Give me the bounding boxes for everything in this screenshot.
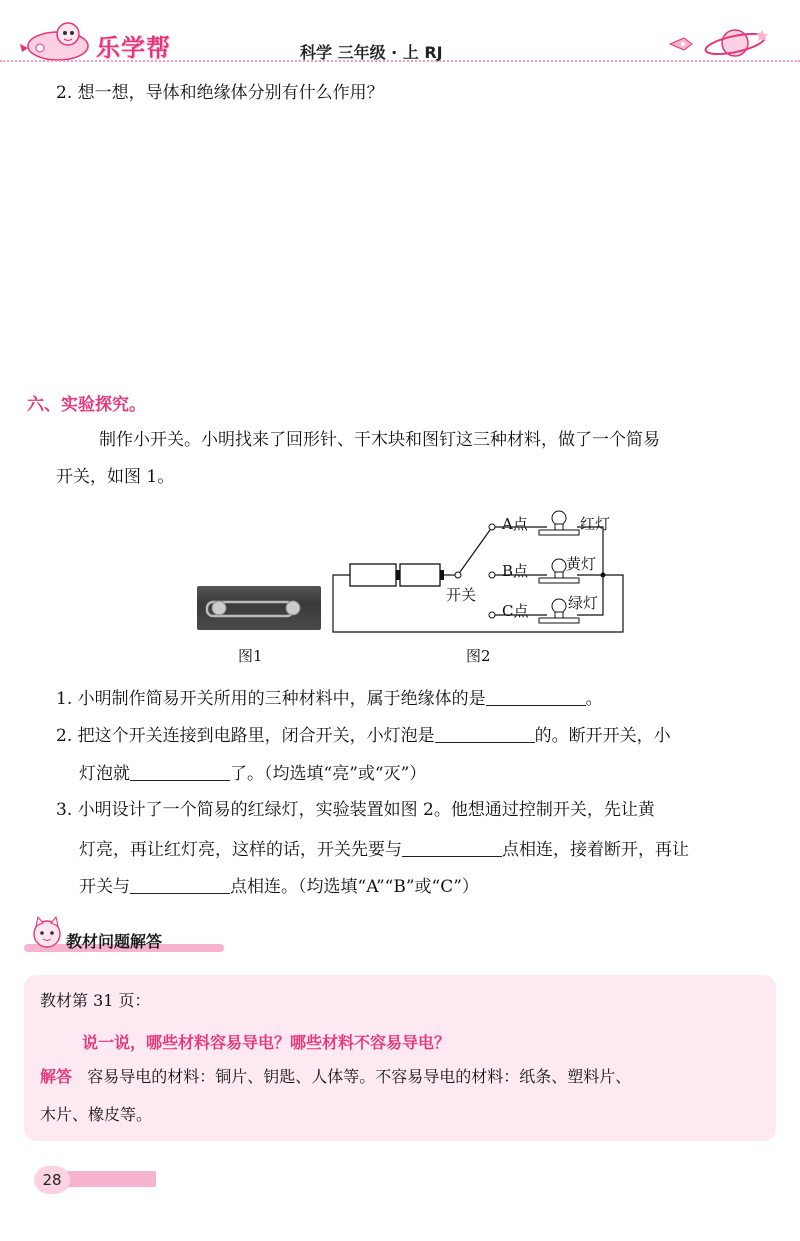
question-3-line-2-text: 灯亮，再让红灯亮，这样的话，开关先要与 xyxy=(79,840,402,860)
point-c xyxy=(489,612,495,618)
rocket-icon xyxy=(668,34,694,54)
section-heading: 六、实验探究。 xyxy=(27,395,146,415)
logo-text: 乐学帮 xyxy=(96,34,171,62)
switch-photo-detail xyxy=(197,586,321,630)
page-number-band xyxy=(56,1171,156,1187)
question-1-end: 。 xyxy=(585,689,603,709)
lamp-yellow-label: 黄灯 xyxy=(566,555,597,573)
answer-blank-5[interactable] xyxy=(130,877,230,894)
switch-lever xyxy=(460,530,490,572)
page-number: 28 xyxy=(34,1166,70,1194)
mascot-icon xyxy=(18,18,98,64)
point-b-label: B点 xyxy=(502,562,529,580)
question-2-line-2-end: 了。（均选填“亮”或“灭”） xyxy=(230,764,427,784)
battery-1 xyxy=(350,564,396,586)
answer-text-1: 容易导电的材料：铜片、钥匙、人体等。不容易导电的材料：纸条、塑料片、 xyxy=(87,1067,632,1086)
question-2 xyxy=(56,726,671,745)
point-a xyxy=(489,524,495,530)
question-2-line-2-text: 灯泡就 xyxy=(79,764,130,784)
answer-label: 解答 xyxy=(40,1067,73,1086)
answer-blank-3[interactable] xyxy=(130,764,230,781)
section-banner: 教材问题解答 xyxy=(66,932,163,951)
question-1 xyxy=(56,689,603,708)
question-2-line-2 xyxy=(79,764,426,783)
switch-label: 开关 xyxy=(446,586,477,604)
header-divider xyxy=(0,60,800,62)
point-c-label: C点 xyxy=(502,602,529,620)
lamp-red-label: 红灯 xyxy=(580,515,611,533)
question-3-line-3-text: 开关与 xyxy=(79,877,130,897)
answer-blank-2[interactable] xyxy=(435,726,535,743)
intro-line-2: 开关，如图 1。 xyxy=(56,467,175,487)
point-b xyxy=(489,572,495,578)
switch-photo xyxy=(197,586,321,630)
question-3-line-2-end: 点相连，接着断开，再让 xyxy=(502,840,689,860)
answer-blank-4[interactable] xyxy=(402,840,502,857)
intro-line-1: 制作小开关。小明找来了回形针、干木块和图钉这三种材料，做了一个简易 xyxy=(99,430,660,450)
figure-2-caption: 图2 xyxy=(466,647,491,665)
figure-1-caption: 图1 xyxy=(238,647,263,665)
question-3-line-1: 3. 小明设计了一个简易的红绿灯，实验装置如图 2。他想通过控制开关，先让黄 xyxy=(56,800,655,820)
question-3-line-2 xyxy=(79,840,689,859)
textbook-question: 说一说，哪些材料容易导电？哪些材料不容易导电？ xyxy=(82,1033,451,1052)
lamp-red xyxy=(539,511,579,535)
lamp-green-label: 绿灯 xyxy=(568,594,599,612)
question-1-text: 1. 小明制作简易开关所用的三种材料中，属于绝缘体的是 xyxy=(56,689,486,709)
question-think: 2. 想一想，导体和绝缘体分别有什么作用？ xyxy=(56,83,384,103)
question-2-mid: 的。断开开关，小 xyxy=(534,726,671,746)
question-2-text: 2. 把这个开关连接到电路里，闭合开关，小灯泡是 xyxy=(56,726,435,746)
planet-icon xyxy=(700,22,770,64)
textbook-page-ref: 教材第 31 页： xyxy=(40,991,151,1010)
answer-line-1 xyxy=(40,1069,631,1085)
battery-2 xyxy=(400,564,440,586)
answer-blank-1[interactable] xyxy=(486,689,586,706)
point-a-label: A点 xyxy=(502,515,528,533)
cat-mascot-icon xyxy=(28,914,66,952)
question-3-line-3-end: 点相连。（均选填“A”“B”或“C”） xyxy=(230,877,479,897)
answer-line-2: 木片、橡皮等。 xyxy=(40,1105,153,1124)
question-3-line-3 xyxy=(79,877,479,896)
page-header-title: 科学 三年级 · 上 RJ xyxy=(300,43,443,62)
